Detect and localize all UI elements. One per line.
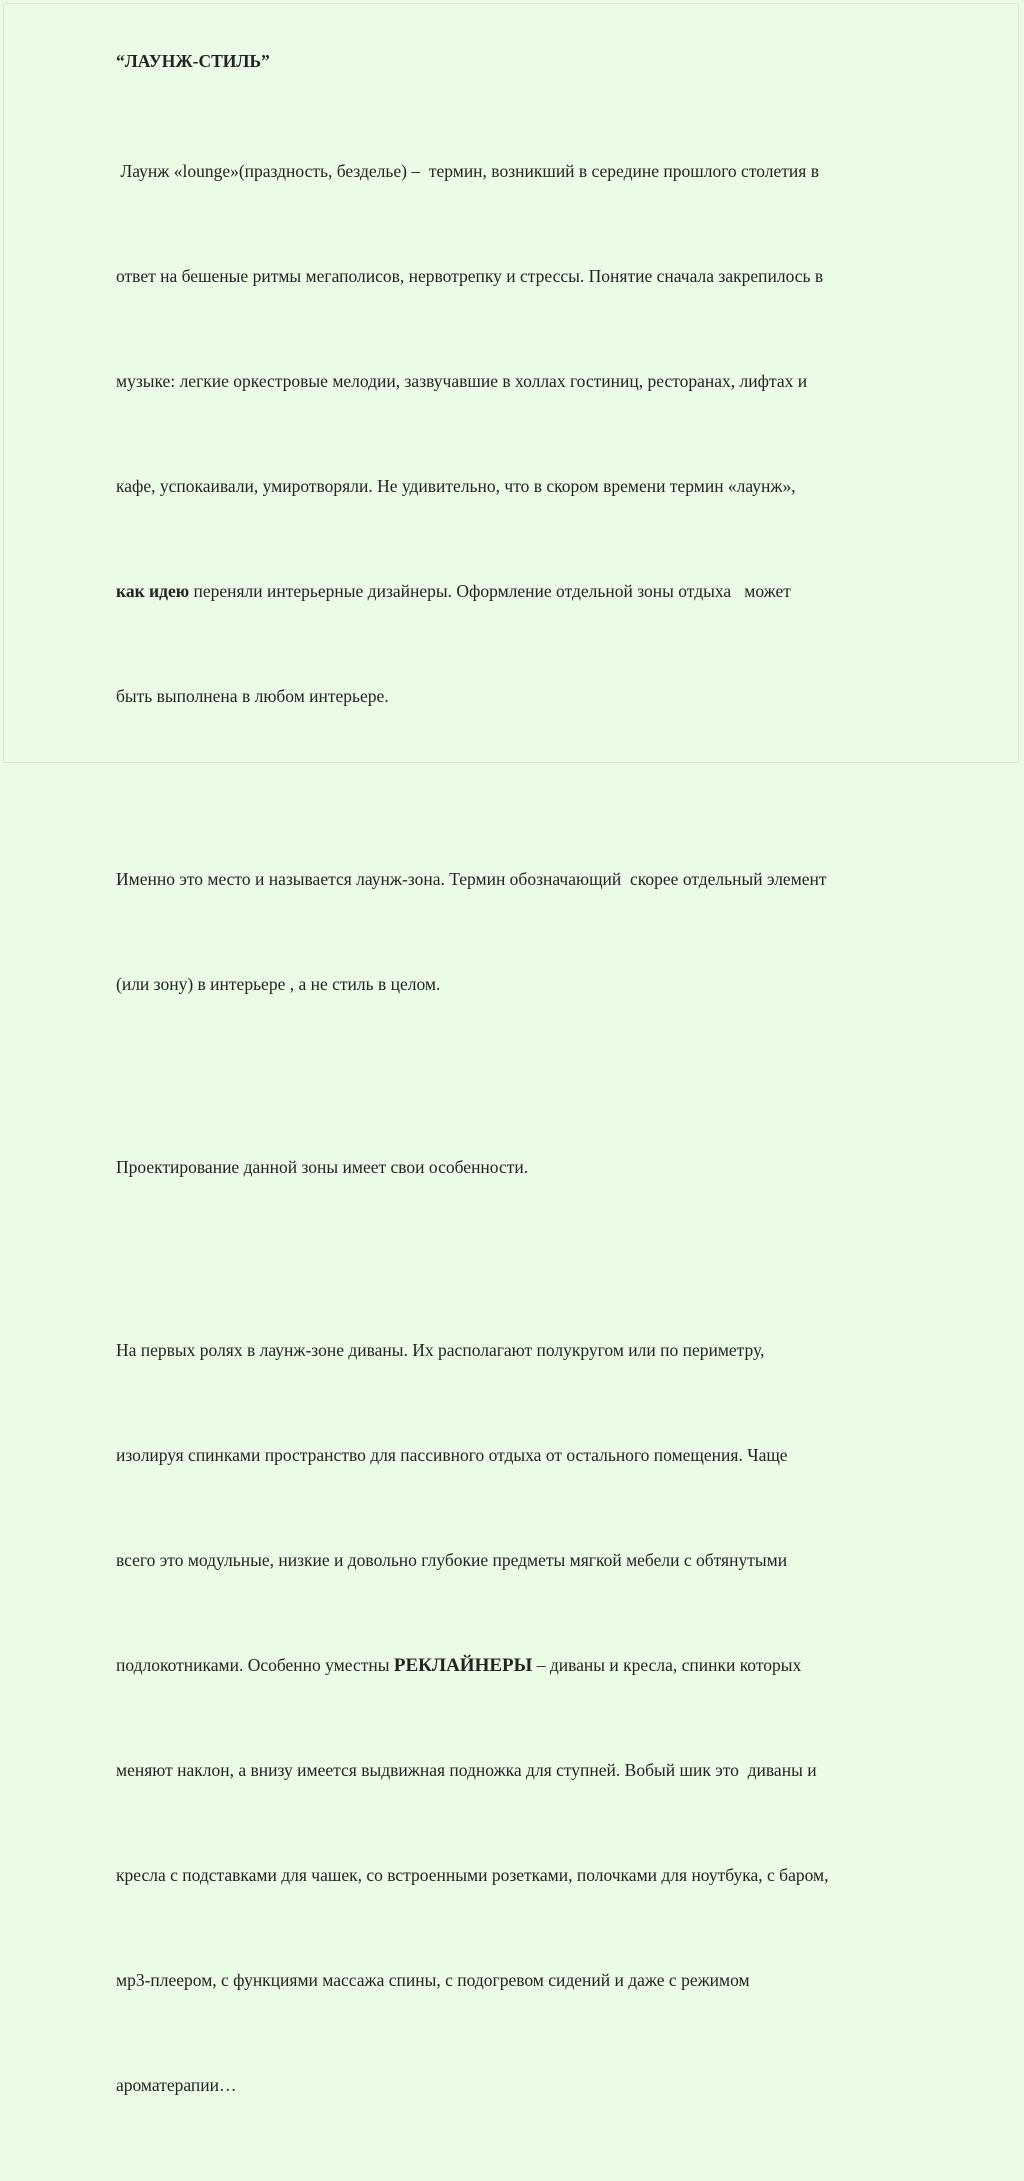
text-line <box>116 1648 946 1683</box>
text-line: всего это модульные, низкие и довольно глубокие предметы мягкой мебели с обтянутыми <box>116 1550 788 1570</box>
text-line: Лаунж «lounge»(праздность, безделье) – термин, возникший в середине прошлого столетия в <box>116 161 819 181</box>
paragraph-lounge-definition <box>116 84 946 784</box>
text-line: меняют наклон, а внизу имеется выдвижная подножка для ступней. Вобый шик это диваны и <box>116 1760 817 1780</box>
text-run: подлокотниками. Особенно уместны <box>116 1655 394 1675</box>
text-line <box>116 574 946 609</box>
bold-phrase: как идею <box>116 581 190 601</box>
text-line: На первых ролях в лаунж-зоне диваны. Их располагают полукругом или по периметру, <box>116 1340 765 1360</box>
text-line: (или зону) в интерьере , а не стиль в целом. <box>116 974 441 994</box>
text-line: музыке: легкие оркестровые мелодии, зазвучавшие в холлах гостиниц, ресторанах, лифтах и <box>116 371 808 391</box>
text-line: Проектирование данной зоны имеет свои особенности. <box>116 1157 529 1177</box>
text-line: кафе, успокаивали, умиротворяли. Не удивительно, что в скором времени термин «лаунж», <box>116 476 796 496</box>
text-line: ароматерапии… <box>116 2075 237 2095</box>
paragraph-design-features <box>116 1080 946 1255</box>
slide-content <box>116 44 946 2181</box>
text-line: Именно это место и называется лаунж-зона. Термин обозначающий скорее отдельный элемент <box>116 869 827 889</box>
bold-phrase: РЕКЛАЙНЕРЫ <box>393 1655 533 1676</box>
text-run: переняли интерьерные дизайнеры. Оформление отдельной зоны отдыха может <box>189 581 791 601</box>
text-line: мр3-плеером, с функциями массажа спины, с подогревом сидений и даже с режимом <box>116 1970 750 1990</box>
text-run: – диваны и кресла, спинки которых <box>532 1655 802 1675</box>
slide-title: “ЛАУНЖ-СТИЛЬ” <box>116 51 270 71</box>
paragraph-sofas <box>116 1263 946 2173</box>
paragraph-lounge-zone <box>116 792 946 1072</box>
text-line: ответ на бешеные ритмы мегаполисов, нервотрепку и стрессы. Понятие сначала закрепилось в <box>116 266 824 286</box>
text-line: кресла с подставками для чашек, со встроенными розетками, полочками для ноутбука, с баром, <box>116 1865 829 1885</box>
text-line: быть выполнена в любом интерьере. <box>116 686 389 706</box>
text-line: изолируя спинками пространство для пассивного отдыха от остального помещения. Чаще <box>116 1445 788 1465</box>
